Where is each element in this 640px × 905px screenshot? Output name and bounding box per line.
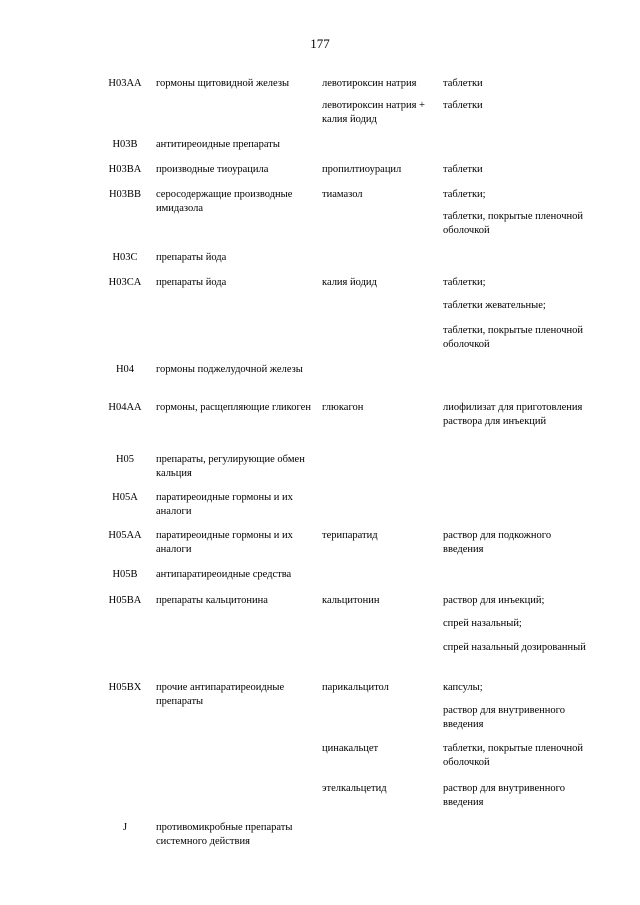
page-number: 177 [310,36,330,51]
drug-name: левотироксин натрия [322,78,417,89]
atc-group-name: паратиреоидные гормоны и их аналоги [156,530,293,555]
atc-code: H05BA [108,595,142,606]
atc-code: H04 [115,364,135,375]
dosage-form: раствор для внутривенного введения [443,705,565,730]
drug-name: пропилтиоурацил [322,164,402,175]
dosage-form: таблетки, покрытые пленочной оболочкой [443,325,584,350]
drug-name: цинакальцет [322,743,379,754]
dosage-form: таблетки; [443,277,486,288]
dosage-form: таблетки; [443,189,486,200]
atc-group-name: прочие антипаратиреоидные препараты [156,682,285,707]
dosage-form: спрей назальный; [443,618,522,629]
atc-code: H05 [115,454,135,465]
dosage-form: спрей назальный дозированный [443,642,586,653]
drug-name: тиамазол [322,189,363,200]
dosage-form: таблетки [443,78,483,89]
atc-group-name: антитиреоидные препараты [156,139,280,150]
atc-group-name: препараты кальцитонина [156,595,268,606]
drug-name: глюкагон [322,402,364,413]
dosage-form: лиофилизат для приготовления раствора для инъекций [443,402,583,427]
atc-code: H03CA [108,277,142,288]
atc-group-name: противомикробные препараты системного действия [156,822,293,847]
drug-name: парикальцитол [322,682,389,693]
drug-name: терипаратид [322,530,378,541]
atc-group-name: препараты, регулирующие обмен кальция [156,454,305,479]
atc-code: H05BX [108,682,142,693]
drug-name: левотироксин натрия + калия йодид [322,100,425,125]
atc-group-name: препараты йода [156,252,227,263]
drug-name: калия йодид [322,277,377,288]
atc-code: J [122,822,128,833]
dosage-form: раствор для внутривенного введения [443,783,565,808]
dosage-form: таблетки [443,100,483,111]
dosage-form: таблетки [443,164,483,175]
atc-group-name: паратиреоидные гормоны и их аналоги [156,492,293,517]
atc-group-name: гормоны щитовидной железы [156,78,290,89]
atc-code: H03B [112,139,138,150]
dosage-form: раствор для подкожного введения [443,530,552,555]
atc-group-name: производные тиоурацила [156,164,269,175]
atc-group-name: гормоны поджелудочной железы [156,364,303,375]
atc-group-name: препараты йода [156,277,227,288]
atc-group-name: серосодержащие производные имидазола [156,189,293,214]
drug-name: кальцитонин [322,595,380,606]
atc-code: H03BA [108,164,142,175]
dosage-form: таблетки, покрытые пленочной оболочкой [443,743,584,768]
dosage-form: капсулы; [443,682,483,693]
dosage-form: раствор для инъекций; [443,595,545,606]
dosage-form: таблетки жевательные; [443,300,546,311]
atc-code: H03AA [108,78,142,89]
dosage-form: таблетки, покрытые пленочной оболочкой [443,211,584,236]
atc-code: H03C [112,252,138,263]
atc-group-name: антипаратиреоидные средства [156,569,292,580]
atc-code: H04AA [108,402,142,413]
atc-code: H03BB [108,189,142,200]
drug-name: этелкальцетид [322,783,387,794]
atc-code: H05A [112,492,138,503]
atc-group-name: гормоны, расщепляющие гликоген [156,402,311,413]
atc-code: H05B [112,569,138,580]
atc-code: H05AA [108,530,142,541]
